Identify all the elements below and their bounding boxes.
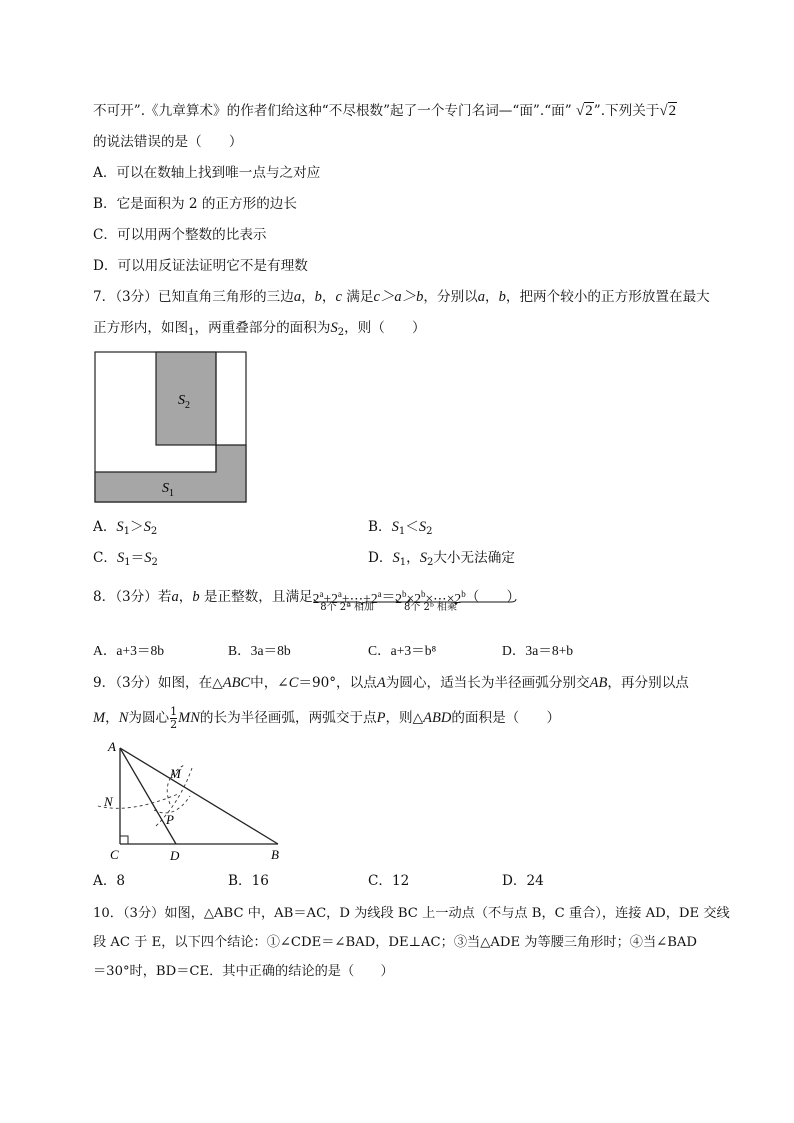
label-c: C	[110, 847, 119, 862]
q7-option-d: D．$S_1$，$S_2$大小无法确定	[368, 550, 515, 568]
label-d: D	[170, 848, 180, 863]
overlap-s2	[156, 352, 216, 445]
q9-option-d: D．24	[502, 873, 544, 889]
question-number: 9．（3分）	[93, 675, 158, 691]
q9-line-1: 9．（3分）如图，在△ABC中，∠C＝90°，以点A为圆心，适当长为半径画弧分别交AB，再分别以点	[93, 675, 689, 691]
q9-option-c: C．12	[368, 873, 410, 889]
sqrt-2: √2	[659, 103, 677, 119]
q9-option-b: B．16	[228, 873, 269, 889]
q6-text: ”.下列关于	[593, 103, 660, 119]
q9-option-a: A．8	[93, 873, 126, 889]
q8-option-a: A．a+3＝8b	[93, 643, 165, 658]
q7-option-b: B．$S_1<S_2$	[368, 519, 433, 537]
q6-line-1	[93, 101, 677, 121]
q9-triangle-figure	[90, 738, 290, 866]
q6-option-d: D．可以用反证法证明它不是有理数	[93, 258, 308, 274]
label-a: A	[108, 739, 116, 754]
q6-option-c: C．可以用两个整数的比表示	[93, 227, 267, 243]
svg-text:S1: $S_1$	[162, 481, 174, 499]
product-count-label: 8个 2ᵇ 相乘	[403, 602, 458, 613]
question-number: 7．（3分）	[93, 289, 158, 305]
label-n: N	[104, 794, 113, 809]
q7-line-1: 7．（3分）已知直角三角形的三边a，b，c 满足c＞a＞b，分别以a，b，把两个较小的正方形放置在最大	[93, 289, 710, 305]
svg-text:S2: $S_2$	[178, 393, 190, 411]
q9-line-2: M，N为圆心 $\frac{1}{2}$ MN的长为半径画弧，两弧交于点P，则△ABD的面积是（ ）	[93, 705, 561, 731]
label-b: B	[271, 847, 279, 862]
q10-line-1: 10．（3分）如图，△ABC 中，AB＝AC，D 为线段 BC 上一动点（不与点 B，C 重合），连接 AD，DE 交线	[93, 906, 730, 921]
q10-line-3: ＝30°时，BD＝CE．其中正确的结论的是（ ）	[93, 964, 394, 979]
q6-text: 不可开”.《九章算术》的作者们给这种“不尽根数”起了一个专门名词—“面”.“面”	[93, 103, 572, 119]
q7-option-a: A．$S_1>S_2$	[93, 519, 158, 537]
q7-squares-figure	[94, 351, 248, 504]
q6-option-a: A．可以在数轴上找到唯一点与之对应	[93, 165, 321, 181]
q8-option-c: C．a+3＝b⁸	[368, 643, 437, 658]
q8-option-b: B．3a＝8b	[228, 643, 291, 658]
fraction-half: $\frac{1}{2}$	[170, 705, 178, 731]
sum-count-label: 8个 2ª 相加	[320, 602, 375, 613]
sum-expression: $2^a+2^a+\cdots+2^a$ 8个 2ª 相加	[313, 584, 382, 609]
q8-option-d: D．3a＝8+b	[502, 643, 574, 658]
q7-line-2: 正方形内，如图$_1$，两重叠部分的面积为$S_2$，则（ ）	[93, 320, 426, 338]
q10-line-2: 段 AC 于 E，以下四个结论：①∠CDE＝∠BAD，DE⊥AC；③当△ADE 为等腰三角形时；④当∠BAD	[93, 935, 697, 950]
sqrt-2: √2	[576, 103, 593, 119]
q6-line-2: 的说法错误的是（ ）	[93, 134, 243, 150]
product-expression: $2^b\times 2^b\times\cdots\times 2^b$ 8个 2ᵇ 相乘	[395, 584, 466, 609]
q6-option-b: B．它是面积为 2 的正方形的边长	[93, 196, 297, 212]
question-number: 8．（3分）	[93, 589, 158, 605]
q7-option-c: C．$S_1=S_2$	[93, 550, 158, 568]
q8-line-1: 8．（3分）若a，b 是正整数，且满足$2^a+2^a+\cdots+2^a$ 8个 2ª 相加 $=2^b\times 2^b\times\cdots\times 2^b$ 8个 2ᵇ 相乘 （ ）	[93, 584, 520, 609]
label-p: P	[166, 812, 174, 827]
label-m: M	[170, 766, 181, 781]
